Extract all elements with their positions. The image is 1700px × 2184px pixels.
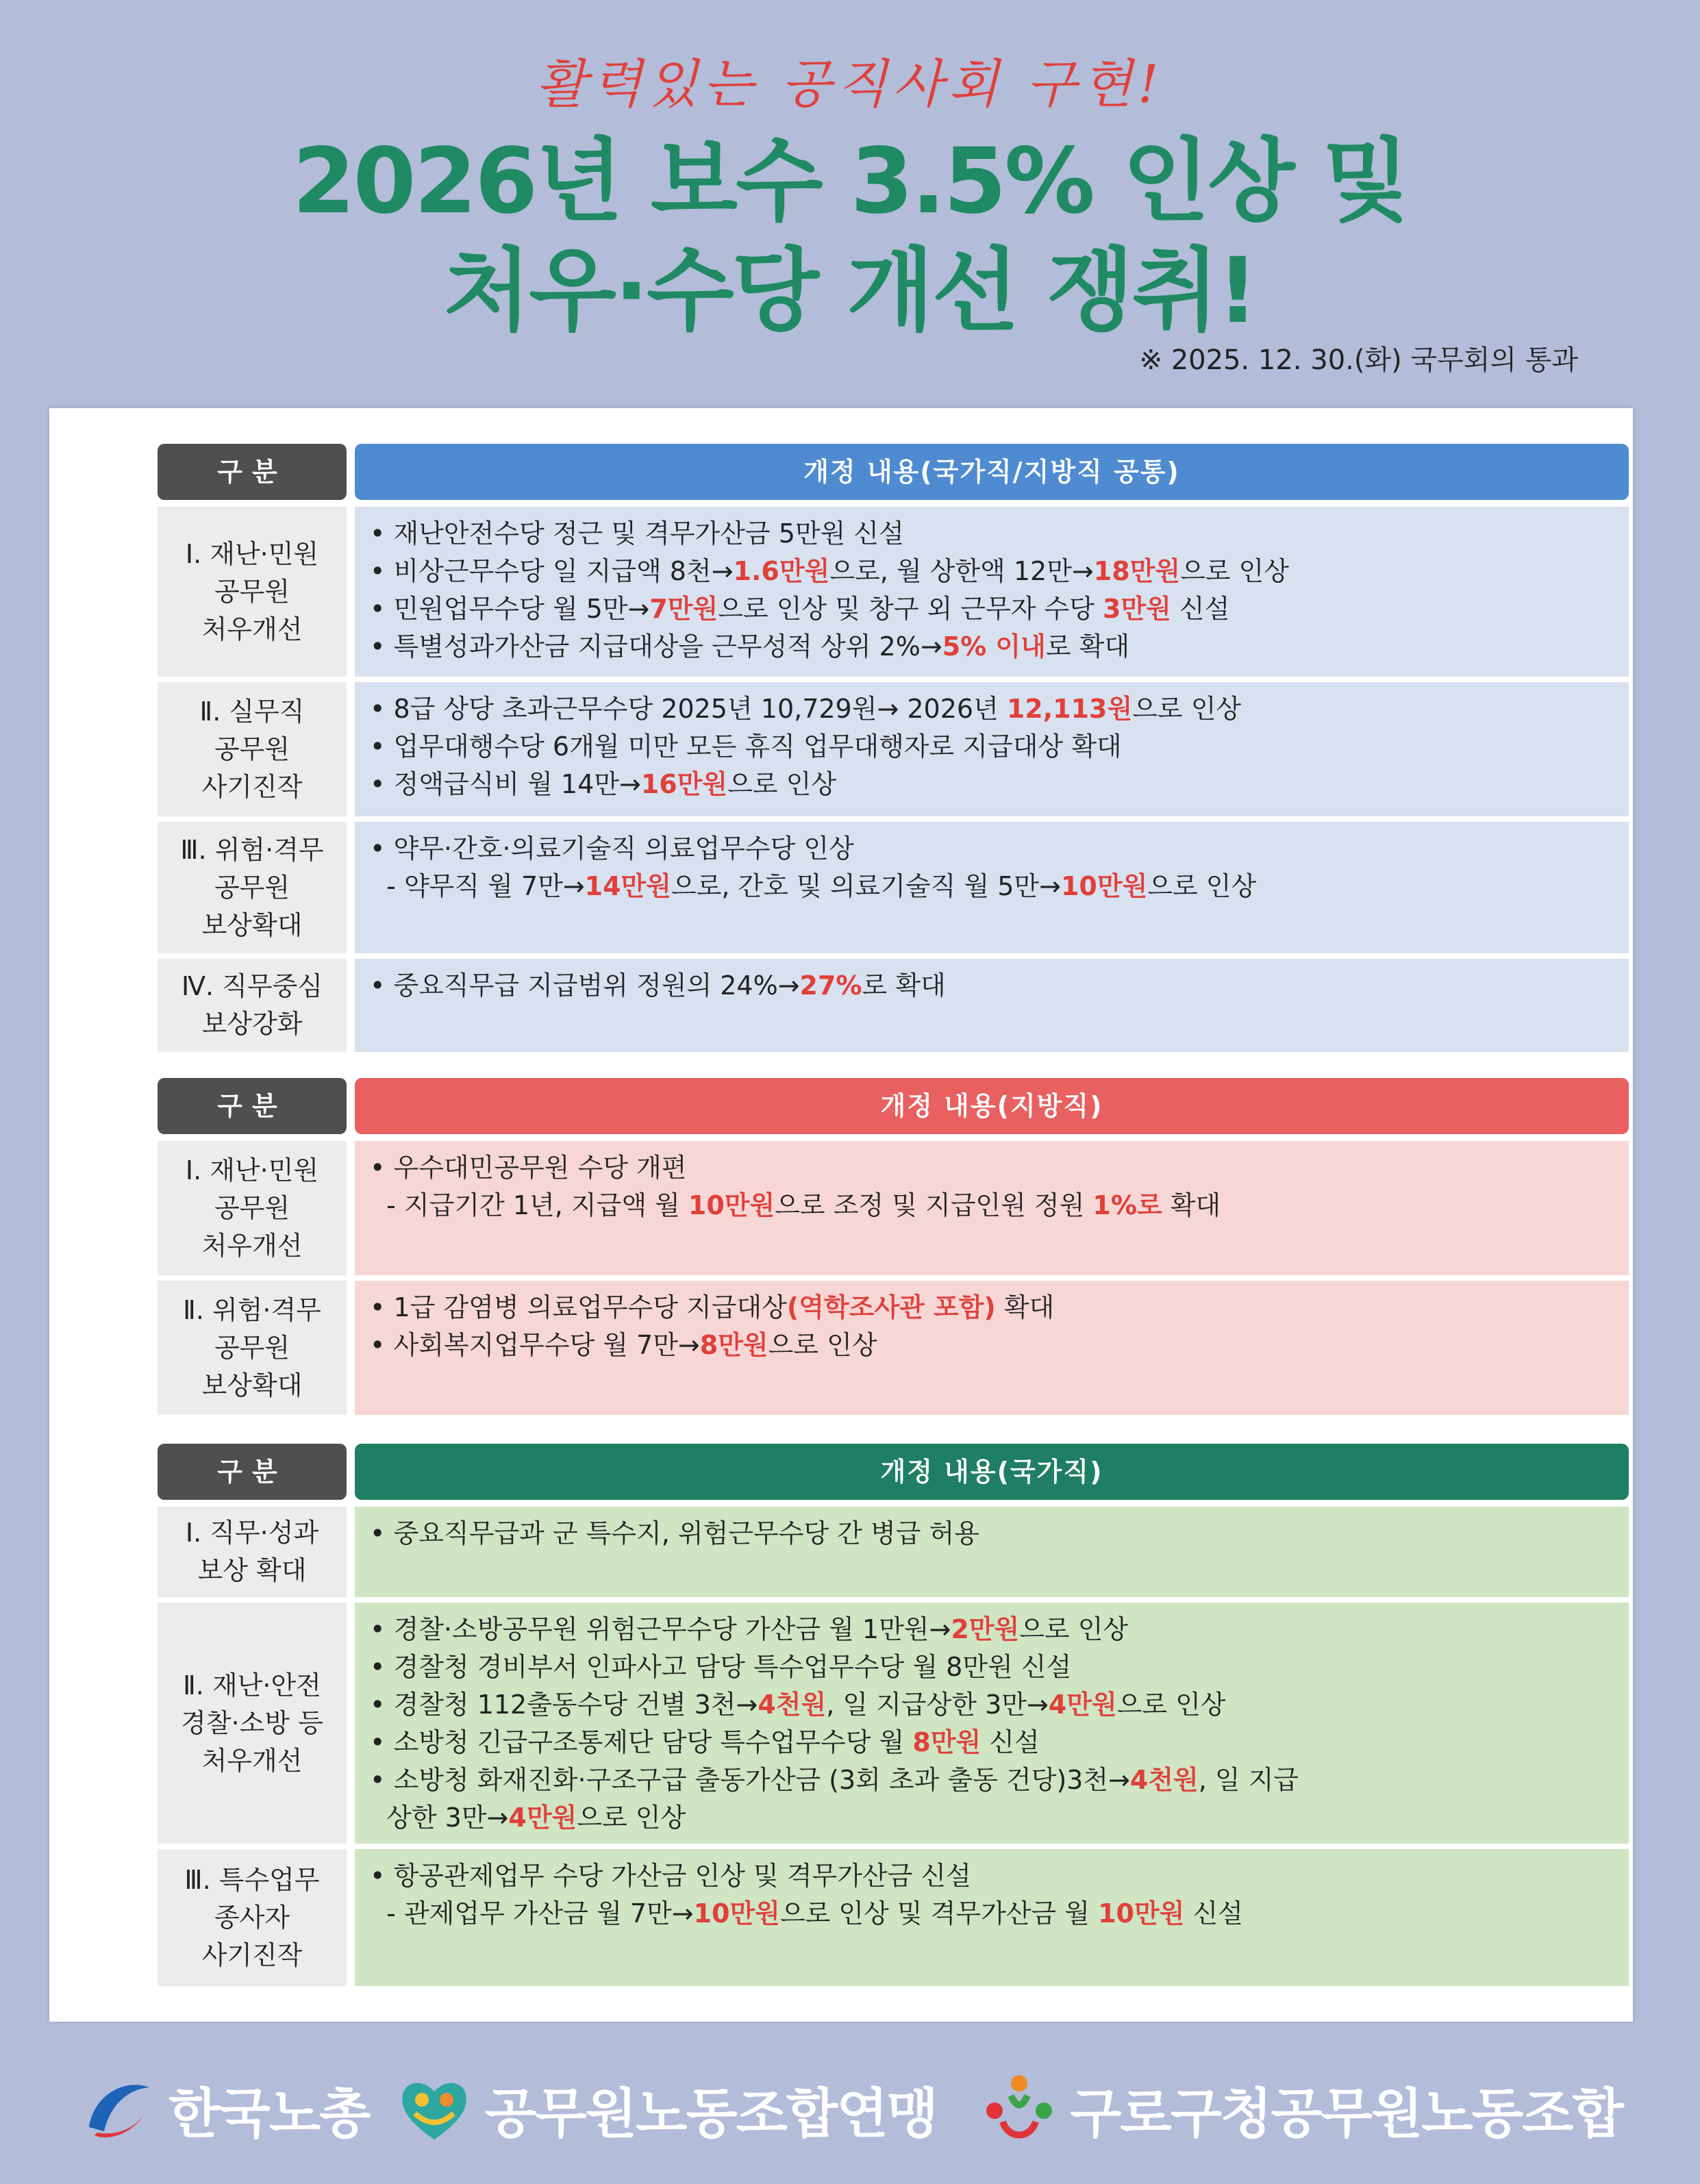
text-segment: • 경찰청 경비부서 인파사고 담당 특수업무수당 월 8만원 신설 (370, 1652, 1072, 1682)
section-1-row-2-content (355, 682, 1629, 816)
content-line (370, 728, 1629, 766)
highlight-value: 4만원 (508, 1803, 577, 1833)
text-segment: 으로 인상 (1132, 694, 1242, 724)
section-3-row-1-content (355, 1507, 1629, 1597)
content-line (370, 628, 1629, 666)
highlight-value: 8만원 (699, 1330, 768, 1360)
highlight-value: (역학조사관 포함) (786, 1292, 996, 1322)
content-line (370, 1515, 1629, 1553)
content-line (370, 1724, 1629, 1761)
section-3-row-2-category: Ⅱ. 재난·안전 경찰·소방 등 처우개선 (158, 1603, 347, 1844)
text-segment: • 항공관제업무 수당 가산금 인상 및 격무가산금 신설 (370, 1861, 971, 1891)
text-segment: 으로 인상 (1147, 871, 1257, 901)
guro-union-logo-text: 구로구청공무원노동조합 (1070, 2083, 1623, 2145)
text-segment: 로 확대 (862, 970, 946, 1001)
section-3-row-1-category: Ⅰ. 직무·성과 보상 확대 (158, 1507, 347, 1597)
section-1-row-4-content (355, 959, 1629, 1052)
text-segment: • 사회복지업무수당 월 7만→ (370, 1330, 700, 1360)
highlight-value: 18만원 (1093, 556, 1181, 586)
section-1-header-right: 개정 내용(국가직/지방직 공통) (355, 444, 1629, 500)
text-segment: • 업무대행수당 6개월 미만 모든 휴직 업무대행자로 지급대상 확대 (370, 731, 1122, 762)
section-3-row-3-category: Ⅲ. 특수업무 종사자 사기진작 (158, 1849, 347, 1986)
text-segment: - 약무직 월 7만→ (370, 871, 585, 901)
highlight-value: 16만원 (640, 769, 728, 799)
text-segment: 으로 인상 및 격무가산금 월 (779, 1898, 1099, 1929)
text-segment: 으로 인상 (727, 769, 837, 799)
guro-union-emblem-icon (978, 2068, 1060, 2150)
title-line-2: 처우·수당 개선 쟁취! (443, 238, 1257, 344)
federation-logo (393, 2061, 937, 2157)
highlight-value: 4천원 (1129, 1765, 1199, 1795)
fktu-emblem-icon (77, 2068, 159, 2150)
text-segment: 신설 (981, 1727, 1040, 1757)
content-line (370, 1686, 1629, 1724)
section-2-row-2-content (355, 1281, 1629, 1415)
text-segment: 상한 3만→ (370, 1803, 509, 1833)
text-segment: - 지급기간 1년, 지급액 월 (370, 1190, 688, 1220)
footer-logos (0, 2061, 1700, 2157)
text-segment: • 8급 상당 초과근무수당 2025년 10,729원→ 2026년 (370, 694, 1007, 724)
section-1-header-left: 구분 (158, 444, 347, 500)
text-segment: 으로 인상 (577, 1803, 686, 1833)
content-line (370, 967, 1629, 1005)
section-1-row-2-category: Ⅱ. 실무직 공무원 사기진작 (158, 682, 347, 816)
federation-heart-icon (393, 2068, 475, 2150)
highlight-value: 2만원 (951, 1614, 1020, 1644)
content-line (370, 1149, 1629, 1187)
content-line (370, 1611, 1629, 1648)
text-segment: 으로 인상 (1116, 1690, 1226, 1720)
text-segment: 으로 조정 및 지급인원 정원 (775, 1190, 1093, 1220)
highlight-value: 3만원 (1102, 594, 1171, 624)
guro-union-logo (978, 2061, 1623, 2157)
content-line (370, 515, 1629, 553)
text-segment: • 우수대민공무원 수당 개편 (370, 1153, 687, 1183)
approval-note: ※ 2025. 12. 30.(화) 국무회의 통과 (1139, 344, 1578, 376)
title-line-1: 2026년 보수 3.5% 인상 및 (292, 129, 1408, 234)
content-line (370, 590, 1629, 628)
text-segment: 신설 (1171, 594, 1230, 624)
highlight-value: 12,113원 (1006, 694, 1133, 724)
text-segment: • 중요직무급과 군 특수지, 위험근무수당 간 병급 허용 (370, 1518, 979, 1548)
section-3-header-right: 개정 내용(국가직) (355, 1444, 1629, 1500)
highlight-value: 10만원 (693, 1898, 780, 1929)
fktu-logo-text: 한국노총 (168, 2083, 370, 2145)
text-segment: • 약무·간호·의료기술직 의료업무수당 인상 (370, 833, 854, 864)
section-3-row-2-content (355, 1603, 1629, 1844)
fktu-logo (77, 2061, 369, 2157)
text-segment: • 소방청 긴급구조통제단 담당 특수업무수당 월 (370, 1727, 913, 1757)
text-segment: • 재난안전수당 정근 및 격무가산금 5만원 신설 (370, 518, 904, 549)
section-1-row-3-content (355, 822, 1629, 953)
highlight-value: 5% 이내 (942, 631, 1046, 662)
highlight-value: 10만원 (1060, 871, 1148, 901)
text-segment: 로 확대 (1045, 631, 1130, 662)
section-1-row-1-category: Ⅰ. 재난·민원 공무원 처우개선 (158, 507, 347, 677)
text-segment: 으로, 간호 및 의료기술직 월 5만→ (671, 871, 1061, 901)
text-segment: • 소방청 화재진화·구조구급 출동가산금 (3회 초과 출동 건당)3천→ (370, 1765, 1130, 1795)
text-segment: 신설 (1184, 1898, 1243, 1929)
highlight-value: 10만원 (1098, 1898, 1185, 1929)
text-segment: • 경찰청 112출동수당 건별 3천→ (370, 1690, 758, 1720)
highlight-value: 1%로 (1092, 1190, 1162, 1220)
section-2-header-right: 개정 내용(지방직) (355, 1078, 1629, 1134)
content-line (370, 868, 1629, 905)
section-2-row-1-content (355, 1141, 1629, 1275)
section-1-row-1-content (355, 507, 1629, 677)
highlight-value: 10만원 (688, 1190, 775, 1220)
text-segment: 으로 인상 (768, 1330, 877, 1360)
text-segment: 으로 인상 (1180, 556, 1289, 586)
content-line (370, 830, 1629, 868)
slogan: 활력있는 공직사회 구현! (536, 53, 1164, 114)
content-line (370, 1289, 1629, 1327)
text-segment: , 일 지급 (1198, 1765, 1299, 1795)
highlight-value: 27% (799, 970, 862, 1001)
text-segment: 확대 (1162, 1190, 1221, 1220)
content-line (370, 1799, 1629, 1837)
content-line (370, 1895, 1629, 1933)
section-1-row-4-category: Ⅳ. 직무중심 보상강화 (158, 959, 347, 1052)
content-line (370, 1857, 1629, 1895)
highlight-value: 7만원 (649, 594, 718, 624)
section-2-header-left: 구분 (158, 1078, 347, 1134)
text-segment: 확대 (995, 1292, 1055, 1322)
section-3-header-left: 구분 (158, 1444, 347, 1500)
text-segment: • 정액급식비 월 14만→ (370, 769, 641, 799)
content-line (370, 1648, 1629, 1686)
text-segment: • 1급 감염병 의료업무수당 지급대상 (370, 1292, 787, 1322)
content-line (370, 1187, 1629, 1225)
content-line (370, 766, 1629, 803)
text-segment: • 민원업무수당 월 5만→ (370, 594, 650, 624)
text-segment: • 중요직무급 지급범위 정원의 24%→ (370, 970, 800, 1001)
text-segment: • 비상근무수당 일 지급액 8천→ (370, 556, 734, 586)
highlight-value: 1.6만원 (733, 556, 830, 586)
federation-logo-text: 공무원노동조합연맹 (485, 2083, 938, 2145)
text-segment: 으로 인상 (1019, 1614, 1129, 1644)
section-3-row-3-content (355, 1849, 1629, 1986)
highlight-value: 4만원 (1048, 1690, 1117, 1720)
content-line (370, 1761, 1629, 1799)
section-2-row-1-category: Ⅰ. 재난·민원 공무원 처우개선 (158, 1141, 347, 1275)
text-segment: , 일 지급상한 3만→ (826, 1690, 1049, 1720)
text-segment: 으로 인상 및 창구 외 근무자 수당 (718, 594, 1103, 624)
text-segment: • 특별성과가산금 지급대상을 근무성적 상위 2%→ (370, 631, 942, 662)
content-line (370, 690, 1629, 728)
highlight-value: 4천원 (758, 1690, 827, 1720)
content-card (49, 408, 1633, 2022)
section-1-row-3-category: Ⅲ. 위험·격무 공무원 보상확대 (158, 822, 347, 953)
content-line (370, 1327, 1629, 1364)
highlight-value: 8만원 (912, 1727, 982, 1757)
highlight-value: 14만원 (584, 871, 671, 901)
text-segment: - 관제업무 가산금 월 7만→ (370, 1898, 694, 1929)
content-line (370, 553, 1629, 590)
section-2-row-2-category: Ⅱ. 위험·격무 공무원 보상확대 (158, 1281, 347, 1415)
text-segment: • 경찰·소방공무원 위험근무수당 가산금 월 1만원→ (370, 1614, 951, 1644)
text-segment: 으로, 월 상한액 12만→ (829, 556, 1094, 586)
